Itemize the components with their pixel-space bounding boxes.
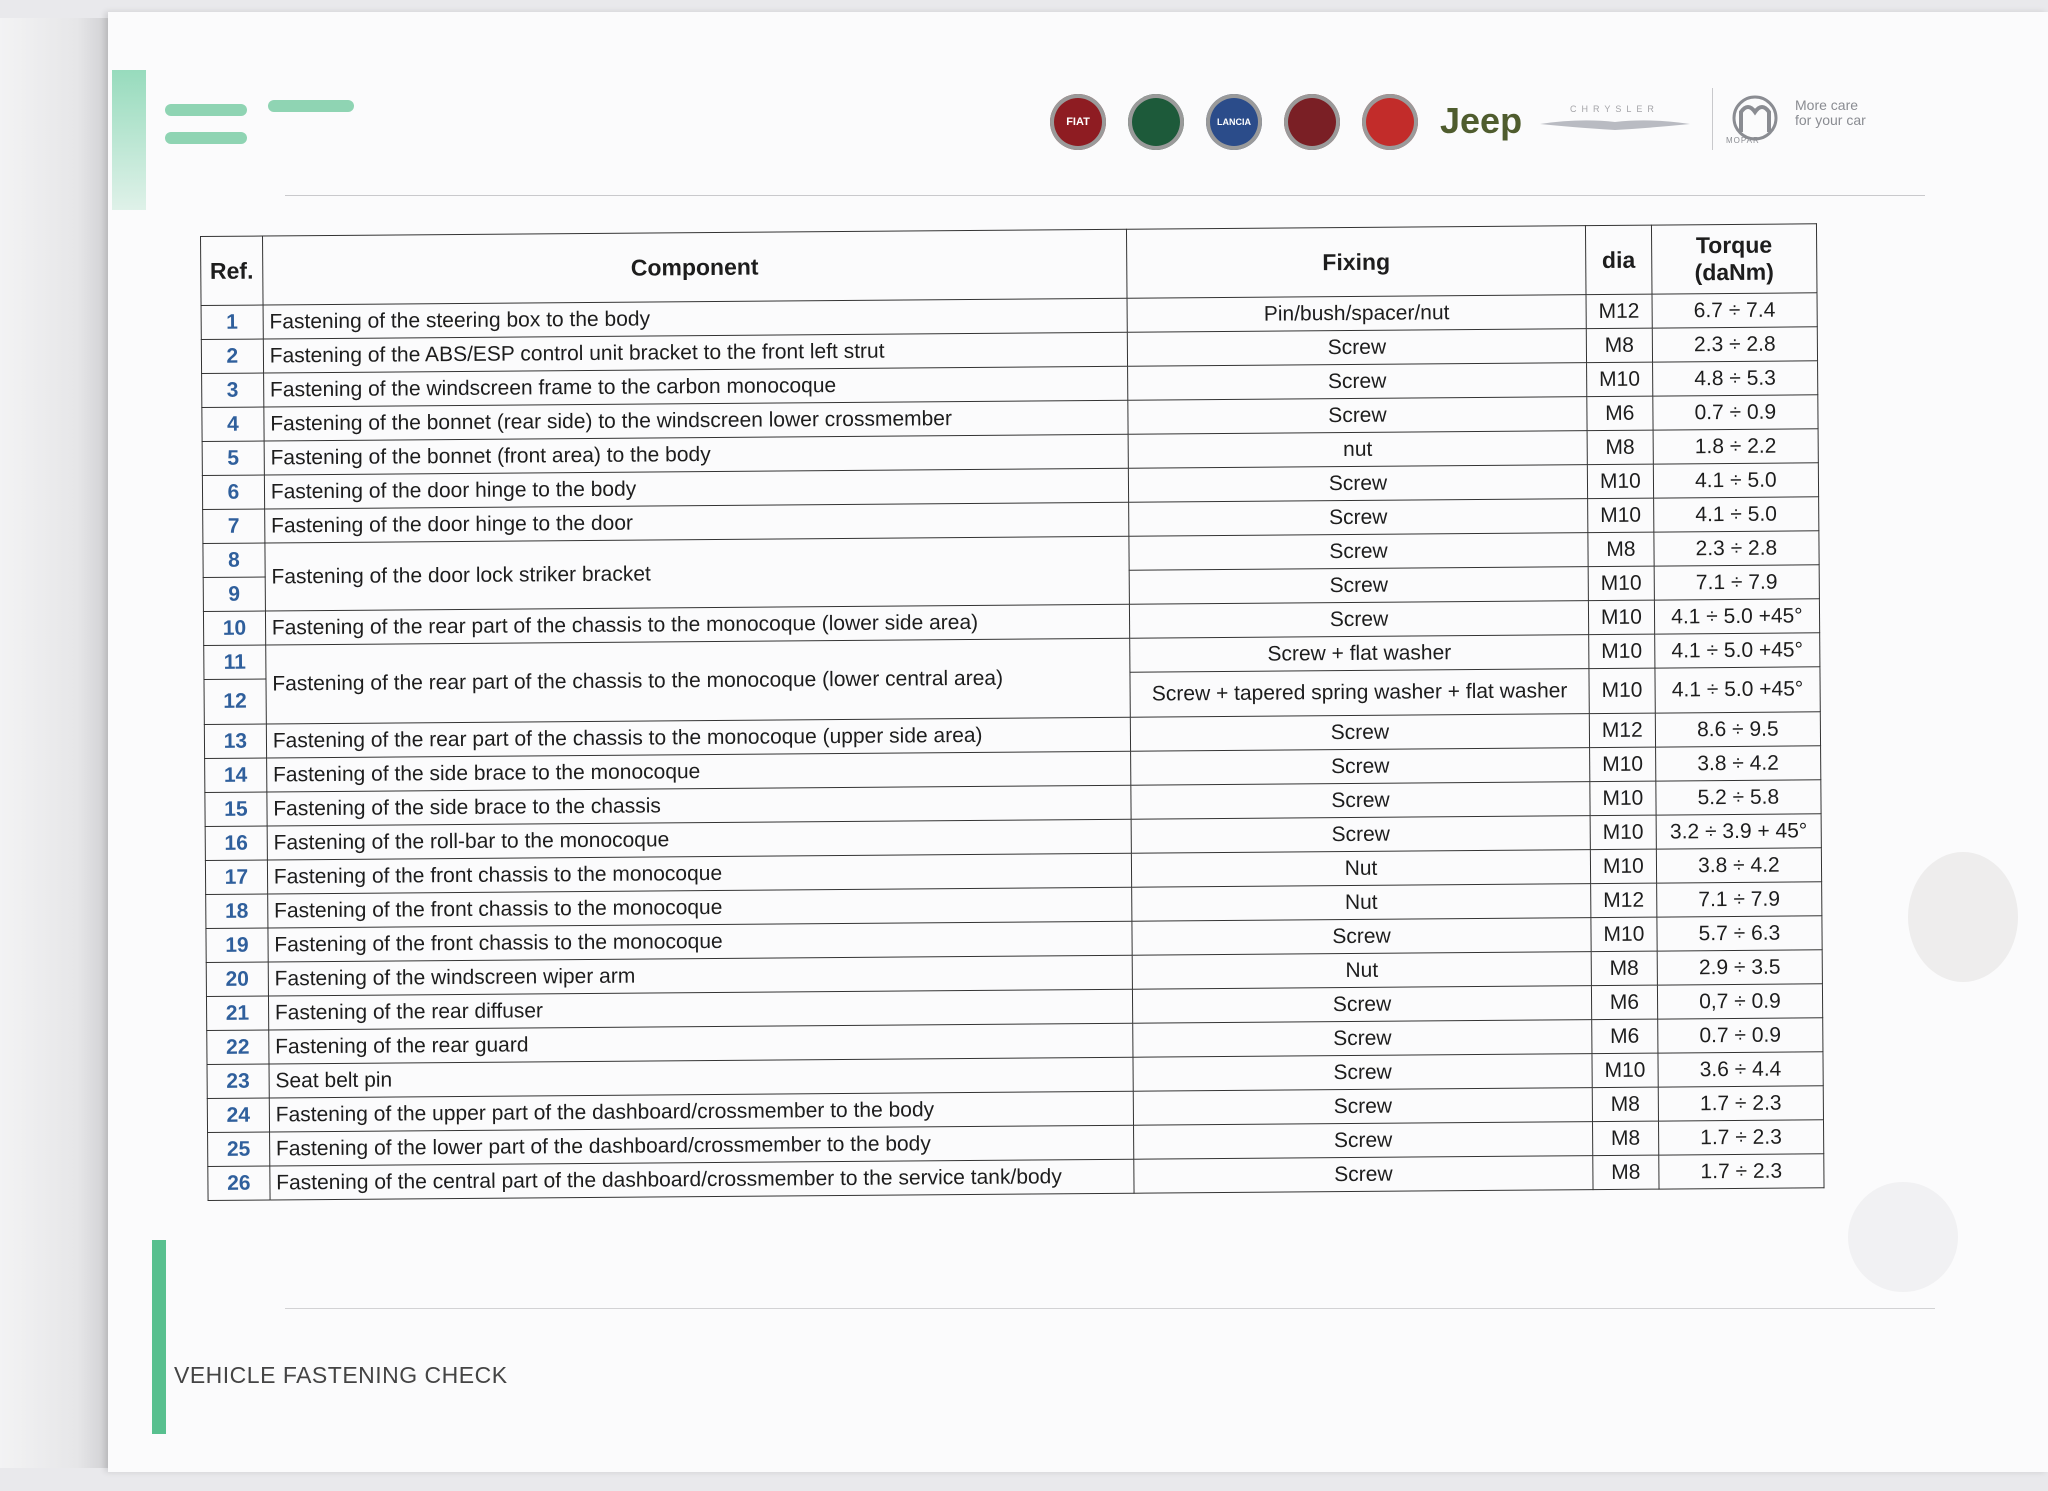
ref-cell: 13 <box>204 724 266 758</box>
ref-cell: 7 <box>203 509 265 543</box>
header-torque: Torque (daNm) <box>1651 224 1817 294</box>
torque-cell: 1.7 ÷ 2.3 <box>1659 1154 1824 1189</box>
fixing-cell: Screw <box>1131 816 1590 854</box>
dia-cell: M10 <box>1588 498 1654 533</box>
dia-cell: M10 <box>1588 600 1654 635</box>
fixing-cell: Screw <box>1130 714 1589 752</box>
logo-separator <box>1712 88 1713 150</box>
component-cell: Fastening of the rear part of the chassis to the monocoque (lower side area) <box>265 604 1129 645</box>
torque-cell: 2.3 ÷ 2.8 <box>1654 531 1819 566</box>
component-cell: Fastening of the door lock striker bracket <box>265 536 1130 611</box>
ref-cell: 8 <box>203 543 265 577</box>
torque-cell: 5.7 ÷ 6.3 <box>1657 916 1822 951</box>
fastening-table <box>200 223 1825 1201</box>
component-cell: Fastening of the upper part of the dashboard/crossmember to the body <box>269 1091 1133 1132</box>
ref-cell: 5 <box>202 441 264 475</box>
ref-cell: 15 <box>205 792 267 826</box>
torque-cell: 2.9 ÷ 3.5 <box>1657 950 1822 985</box>
component-cell: Fastening of the front chassis to the monocoque <box>268 921 1132 962</box>
torque-cell: 0.7 ÷ 0.9 <box>1658 1018 1823 1053</box>
dia-cell: M8 <box>1588 532 1654 567</box>
ref-cell: 18 <box>206 894 268 928</box>
ref-cell: 17 <box>205 860 267 894</box>
component-cell: Fastening of the side brace to the chassis <box>267 785 1131 826</box>
dia-cell: M10 <box>1590 781 1656 816</box>
torque-cell: 4.1 ÷ 5.0 +45° <box>1654 599 1819 634</box>
component-cell: Fastening of the windscreen wiper arm <box>268 955 1132 996</box>
header-fixing: Fixing <box>1126 226 1585 299</box>
dia-cell: M10 <box>1590 849 1656 884</box>
fixing-cell: Screw <box>1128 397 1587 435</box>
fixing-cell: Screw <box>1134 1156 1593 1194</box>
ref-cell: 14 <box>205 758 267 792</box>
dia-cell: M8 <box>1591 951 1657 986</box>
torque-cell: 0,7 ÷ 0.9 <box>1657 984 1822 1019</box>
fixing-cell: Screw <box>1132 918 1591 956</box>
torque-cell: 4.1 ÷ 5.0 +45° <box>1655 667 1821 713</box>
fiat-logo-icon: FIAT <box>1050 94 1106 150</box>
ref-cell: 11 <box>204 645 266 679</box>
mopar-tagline: More care for your car <box>1795 97 1866 128</box>
component-cell: Fastening of the front chassis to the monocoque <box>267 887 1131 928</box>
component-cell: Fastening of the steering box to the body <box>263 298 1127 339</box>
table-body <box>201 293 1824 1201</box>
smudge <box>1848 1182 1958 1292</box>
torque-cell: 8.6 ÷ 9.5 <box>1655 712 1820 747</box>
ref-cell: 16 <box>205 826 267 860</box>
ref-cell: 12 <box>204 679 266 724</box>
fixing-cell: Screw <box>1133 1020 1592 1058</box>
component-cell: Seat belt pin <box>269 1057 1133 1098</box>
fixing-cell: nut <box>1128 431 1587 469</box>
dia-cell: M10 <box>1587 464 1653 499</box>
dia-cell: M12 <box>1591 883 1657 918</box>
dia-cell: M12 <box>1586 294 1652 329</box>
dia-cell: M10 <box>1589 668 1655 714</box>
component-cell: Fastening of the bonnet (rear side) to the windscreen lower crossmember <box>264 400 1128 441</box>
header-green-accent <box>112 70 146 210</box>
dia-cell: M8 <box>1587 430 1653 465</box>
torque-cell: 0.7 ÷ 0.9 <box>1653 395 1818 430</box>
ref-cell: 20 <box>206 962 268 996</box>
footer-title: VEHICLE FASTENING CHECK <box>174 1362 508 1388</box>
chrysler-logo-icon: CHRYSLER <box>1540 104 1690 134</box>
torque-cell: 3.2 ÷ 3.9 + 45° <box>1656 814 1821 849</box>
header-component: Component <box>262 229 1127 305</box>
torque-cell: 7.1 ÷ 7.9 <box>1654 565 1819 600</box>
fixing-cell: Screw <box>1133 1088 1592 1126</box>
ref-cell: 19 <box>206 928 268 962</box>
header-pill <box>268 100 354 112</box>
ref-cell: 6 <box>202 475 264 509</box>
dia-cell: M6 <box>1591 985 1657 1020</box>
torque-cell: 3.8 ÷ 4.2 <box>1656 848 1821 883</box>
lancia-logo-icon: LANCIA <box>1206 94 1262 150</box>
fixing-cell: Pin/bush/spacer/nut <box>1127 295 1586 333</box>
header-ref: Ref. <box>201 236 263 305</box>
fixing-cell: Screw <box>1129 567 1588 605</box>
torque-cell: 4.8 ÷ 5.3 <box>1652 361 1817 396</box>
dia-cell: M6 <box>1592 1019 1658 1054</box>
dia-cell: M8 <box>1592 1121 1658 1156</box>
ref-cell: 23 <box>207 1064 269 1098</box>
brand-logos <box>1050 88 1890 158</box>
fixing-cell: Screw <box>1129 601 1588 639</box>
component-cell: Fastening of the side brace to the monocoque <box>266 751 1130 792</box>
ref-cell: 24 <box>207 1098 269 1132</box>
fixing-cell: Screw <box>1129 533 1588 571</box>
dia-cell: M10 <box>1587 362 1653 397</box>
ref-cell: 21 <box>206 996 268 1030</box>
dia-cell: M10 <box>1592 1053 1658 1088</box>
fixing-cell: Screw <box>1129 499 1588 537</box>
mopar-label: MOPAR <box>1726 136 1760 145</box>
dia-cell: M6 <box>1587 396 1653 431</box>
footer-green-accent <box>152 1240 166 1434</box>
table-header-row <box>201 224 1817 306</box>
ref-cell: 1 <box>201 305 263 339</box>
header-divider <box>285 195 1925 196</box>
torque-cell: 1.7 ÷ 2.3 <box>1658 1120 1823 1155</box>
fixing-cell: Screw <box>1134 1122 1593 1160</box>
dia-cell: M8 <box>1592 1087 1658 1122</box>
dia-cell: M10 <box>1590 747 1656 782</box>
fixing-cell: Screw + tapered spring washer + flat washer <box>1130 669 1589 718</box>
fixing-cell: Screw + flat washer <box>1130 635 1589 673</box>
component-cell: Fastening of the roll-bar to the monocoque <box>267 819 1131 860</box>
header-pill <box>165 104 247 116</box>
ref-cell: 4 <box>202 407 264 441</box>
component-cell: Fastening of the rear part of the chassis to the monocoque (upper side area) <box>266 717 1130 758</box>
jeep-logo: Jeep <box>1440 100 1523 141</box>
torque-cell: 3.6 ÷ 4.4 <box>1658 1052 1823 1087</box>
header-dia: dia <box>1585 225 1651 295</box>
ref-cell: 9 <box>203 577 265 611</box>
torque-cell: 1.7 ÷ 2.3 <box>1658 1086 1823 1121</box>
fixing-cell: Screw <box>1131 748 1590 786</box>
component-cell: Fastening of the windscreen frame to the carbon monocoque <box>263 366 1127 407</box>
ref-cell: 26 <box>208 1166 270 1200</box>
torque-cell: 6.7 ÷ 7.4 <box>1652 293 1817 328</box>
torque-cell: 4.1 ÷ 5.0 <box>1653 463 1818 498</box>
dia-cell: M12 <box>1589 713 1655 748</box>
ref-cell: 25 <box>208 1132 270 1166</box>
fiat-professional-logo-icon <box>1284 94 1340 150</box>
component-cell: Fastening of the front chassis to the monocoque <box>267 853 1131 894</box>
fixing-cell: Screw <box>1132 986 1591 1024</box>
fixing-cell: Screw <box>1127 329 1586 367</box>
fixing-cell: Nut <box>1131 850 1590 888</box>
component-cell: Fastening of the door hinge to the body <box>264 468 1128 509</box>
fixing-cell: Screw <box>1131 782 1590 820</box>
component-cell: Fastening of the rear part of the chassis to the monocoque (lower central area) <box>266 638 1131 724</box>
dia-cell: M10 <box>1590 815 1656 850</box>
torque-cell: 3.8 ÷ 4.2 <box>1655 746 1820 781</box>
footer-divider <box>285 1308 1935 1309</box>
torque-cell: 1.8 ÷ 2.2 <box>1653 429 1818 464</box>
smudge <box>1908 852 2018 982</box>
fixing-cell: Screw <box>1133 1054 1592 1092</box>
left-page-edge <box>0 18 110 1468</box>
component-cell: Fastening of the lower part of the dashboard/crossmember to the body <box>269 1125 1133 1166</box>
component-cell: Fastening of the bonnet (front area) to the body <box>264 434 1128 475</box>
dia-cell: M10 <box>1591 917 1657 952</box>
component-cell: Fastening of the rear guard <box>269 1023 1133 1064</box>
component-cell: Fastening of the door hinge to the door <box>264 502 1128 543</box>
dia-cell: M8 <box>1586 328 1652 363</box>
torque-cell: 5.2 ÷ 5.8 <box>1656 780 1821 815</box>
dia-cell: M10 <box>1588 566 1654 601</box>
component-cell: Fastening of the central part of the dashboard/crossmember to the service tank/body <box>270 1159 1134 1200</box>
torque-cell: 7.1 ÷ 7.9 <box>1656 882 1821 917</box>
dia-cell: M8 <box>1593 1155 1659 1190</box>
fixing-cell: Screw <box>1128 465 1587 503</box>
header-pill <box>165 132 247 144</box>
abarth-logo-icon <box>1362 94 1418 150</box>
torque-cell: 4.1 ÷ 5.0 +45° <box>1654 633 1819 668</box>
ref-cell: 10 <box>203 611 265 645</box>
torque-cell: 4.1 ÷ 5.0 <box>1653 497 1818 532</box>
fixing-cell: Nut <box>1132 884 1591 922</box>
fixing-cell: Screw <box>1128 363 1587 401</box>
ref-cell: 3 <box>202 373 264 407</box>
component-cell: Fastening of the ABS/ESP control unit bracket to the front left strut <box>263 332 1127 373</box>
ref-cell: 22 <box>207 1030 269 1064</box>
alfa-romeo-logo-icon <box>1128 94 1184 150</box>
component-cell: Fastening of the rear diffuser <box>268 989 1132 1030</box>
dia-cell: M10 <box>1589 634 1655 669</box>
fixing-cell: Nut <box>1132 952 1591 990</box>
torque-cell: 2.3 ÷ 2.8 <box>1652 327 1817 362</box>
ref-cell: 2 <box>201 339 263 373</box>
